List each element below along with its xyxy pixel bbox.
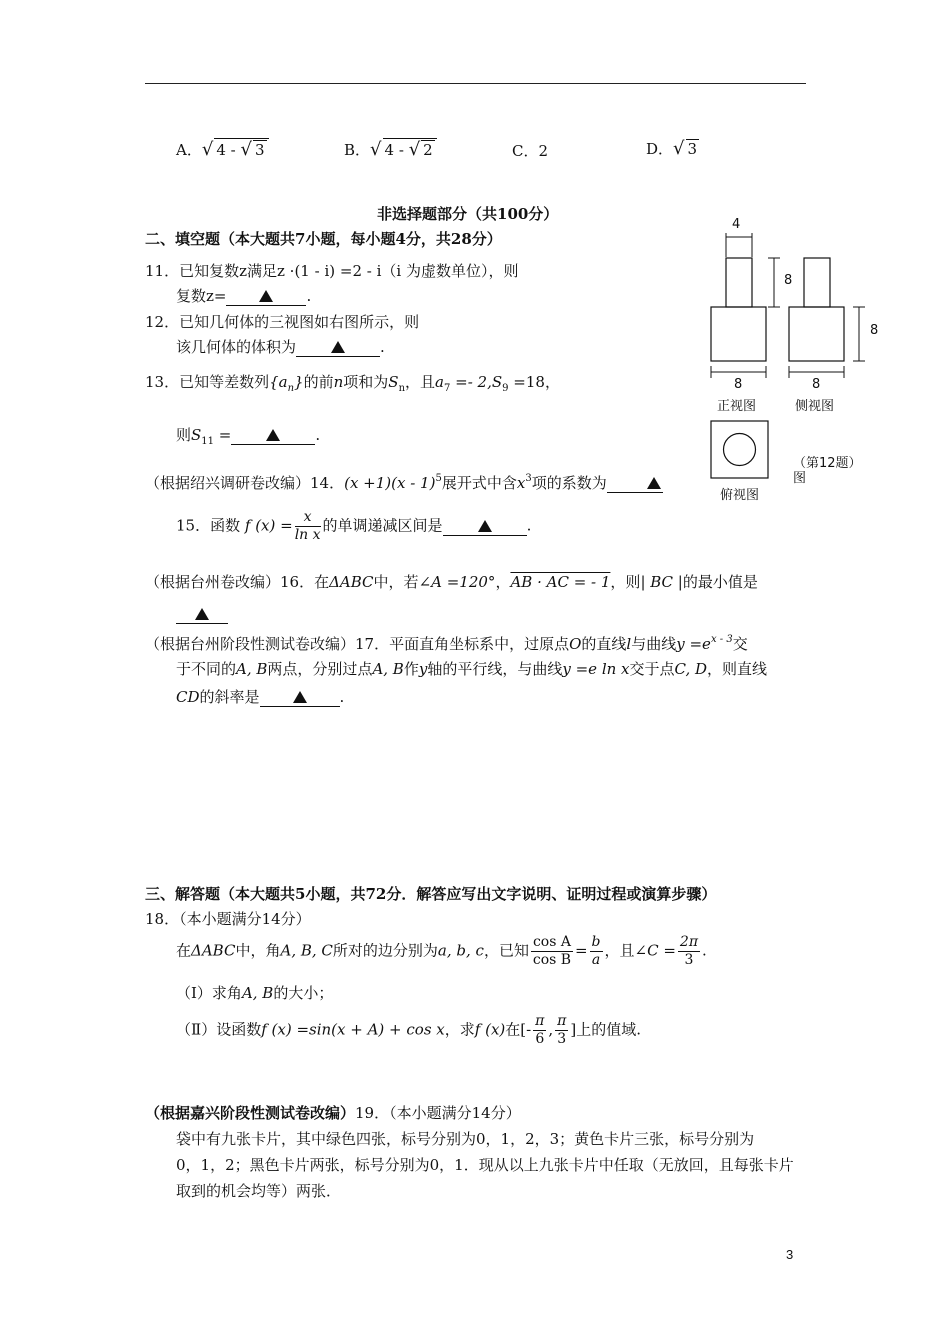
option-c: C．2 bbox=[512, 142, 549, 160]
side-view-upper bbox=[804, 258, 830, 307]
q16-blank bbox=[176, 605, 228, 624]
q19-line2: 0，1，2；黑色卡片两张，标号分别为0，1．现从以上九张卡片中任取（无放回，且每张卡片 bbox=[176, 1156, 794, 1174]
dim-front-height-label: 8 bbox=[784, 273, 793, 288]
top-view-circle bbox=[724, 434, 756, 466]
side-view-lower bbox=[789, 307, 844, 361]
q19-line1: 袋中有九张卡片，其中绿色四张，标号分别为0，1，2，3；黄色卡片三张，标号分别为 bbox=[176, 1130, 755, 1148]
q18-part1: （Ⅰ）求角A, B的大小； bbox=[176, 984, 334, 1002]
front-view-label: 正视图 bbox=[717, 399, 757, 414]
section-title: 非选择题部分（共100分） bbox=[377, 205, 559, 223]
q11-line2: 复数z= . bbox=[176, 287, 312, 305]
front-view-lower bbox=[711, 307, 766, 361]
q17-line1: （根据台州阶段性测试卷改编）17．平面直角坐标系中，过原点O的直线l与曲线$y =e^{x - 3}$交 bbox=[145, 634, 748, 653]
q19-line3: 取到的机会均等）两张． bbox=[176, 1182, 342, 1200]
option-d: D．√ 3 bbox=[646, 138, 698, 159]
q15-line: 15．函数 f (x) = $\frac{x}{\text{ln x}}$ 的单调递减区间是 . bbox=[176, 509, 532, 543]
dim-front-width-label: 8 bbox=[734, 377, 743, 392]
q13-line1: 13．已知等差数列$\{a_n\}$的前n项和为$S_n$，且$a_7 =- 2,S_9 =18$， bbox=[145, 373, 560, 394]
figure-caption-2: 图 bbox=[793, 471, 807, 486]
option-b: B．√ 4 - √ 2 bbox=[344, 138, 437, 160]
part3-heading: 三、解答题（本大题共5小题，共72分．解答应写出文字说明、证明过程或演算步骤） bbox=[145, 885, 717, 903]
q14-line: （根据绍兴调研卷改编）14．(x +1)(x - 1)$^5$展开式中含$x^3$项的系数为 bbox=[145, 472, 663, 493]
q12-line1: 12．已知几何体的三视图如右图所示，则 bbox=[145, 313, 420, 331]
top-view-square bbox=[711, 421, 768, 478]
dim-side-width-label: 8 bbox=[812, 377, 821, 392]
part2-heading: 二、填空题（本大题共7小题，每小题4分，共28分） bbox=[145, 230, 502, 248]
side-view-label: 侧视图 bbox=[795, 399, 835, 414]
dim-side-height-label: 8 bbox=[870, 323, 879, 338]
answer-blank-triangle bbox=[331, 341, 345, 353]
q11-line1: 11．已知复数z满足z ·(1 - i) =2 - i（i 为虚数单位），则 bbox=[145, 262, 519, 280]
dim-top-label: 4 bbox=[732, 217, 741, 232]
answer-blank-triangle bbox=[647, 477, 661, 489]
q19-title: （根据嘉兴阶段性测试卷改编）19．（本小题满分14分） bbox=[145, 1104, 521, 1122]
q17-line2: 于不同的A, B两点，分别过点A, B作y轴的平行线，与曲线y =e ln x交于点C, D，则直线 bbox=[176, 660, 768, 678]
q16-line1: （根据台州卷改编）16．在ΔABC中，若∠A =120°，AB · AC = - 1，则| BC |的最小值是 bbox=[145, 573, 758, 591]
q13-line2: 则$S_{11}$ = . bbox=[176, 426, 321, 447]
answer-blank-triangle bbox=[478, 520, 492, 532]
front-view-upper bbox=[726, 258, 752, 307]
q12-line2: 该几何体的体积为 . bbox=[176, 338, 385, 356]
page-number: 3 bbox=[786, 1247, 794, 1262]
q18-part2: （Ⅱ）设函数f (x) =sin(x + A) + cos x，求f (x)在[- $\frac{\pi}{6}$ , $\frac{\pi}{3}$ ]上的值域. bbox=[176, 1013, 641, 1047]
figure-caption: （第12题） bbox=[793, 456, 862, 471]
answer-blank-triangle bbox=[266, 429, 280, 441]
top-view-label: 俯视图 bbox=[720, 488, 760, 503]
answer-blank-triangle bbox=[293, 691, 307, 703]
q17-line3: CD的斜率是 . bbox=[176, 688, 345, 706]
answer-blank-triangle bbox=[259, 290, 273, 302]
q18-line1: 在ΔABC中，角A, B, C所对的边分别为a, b, c，已知 $\frac{\text{cos A}}{\text{cos B}}$ = $\frac{b}{a}$ ，且∠C = $\frac{2\pi}{3}$ . bbox=[176, 934, 707, 968]
header-rule bbox=[145, 83, 806, 84]
q18-title: 18．（本小题满分14分） bbox=[145, 910, 311, 928]
option-a: A．√ 4 - √ 3 bbox=[176, 138, 269, 160]
answer-blank-triangle bbox=[195, 608, 209, 620]
